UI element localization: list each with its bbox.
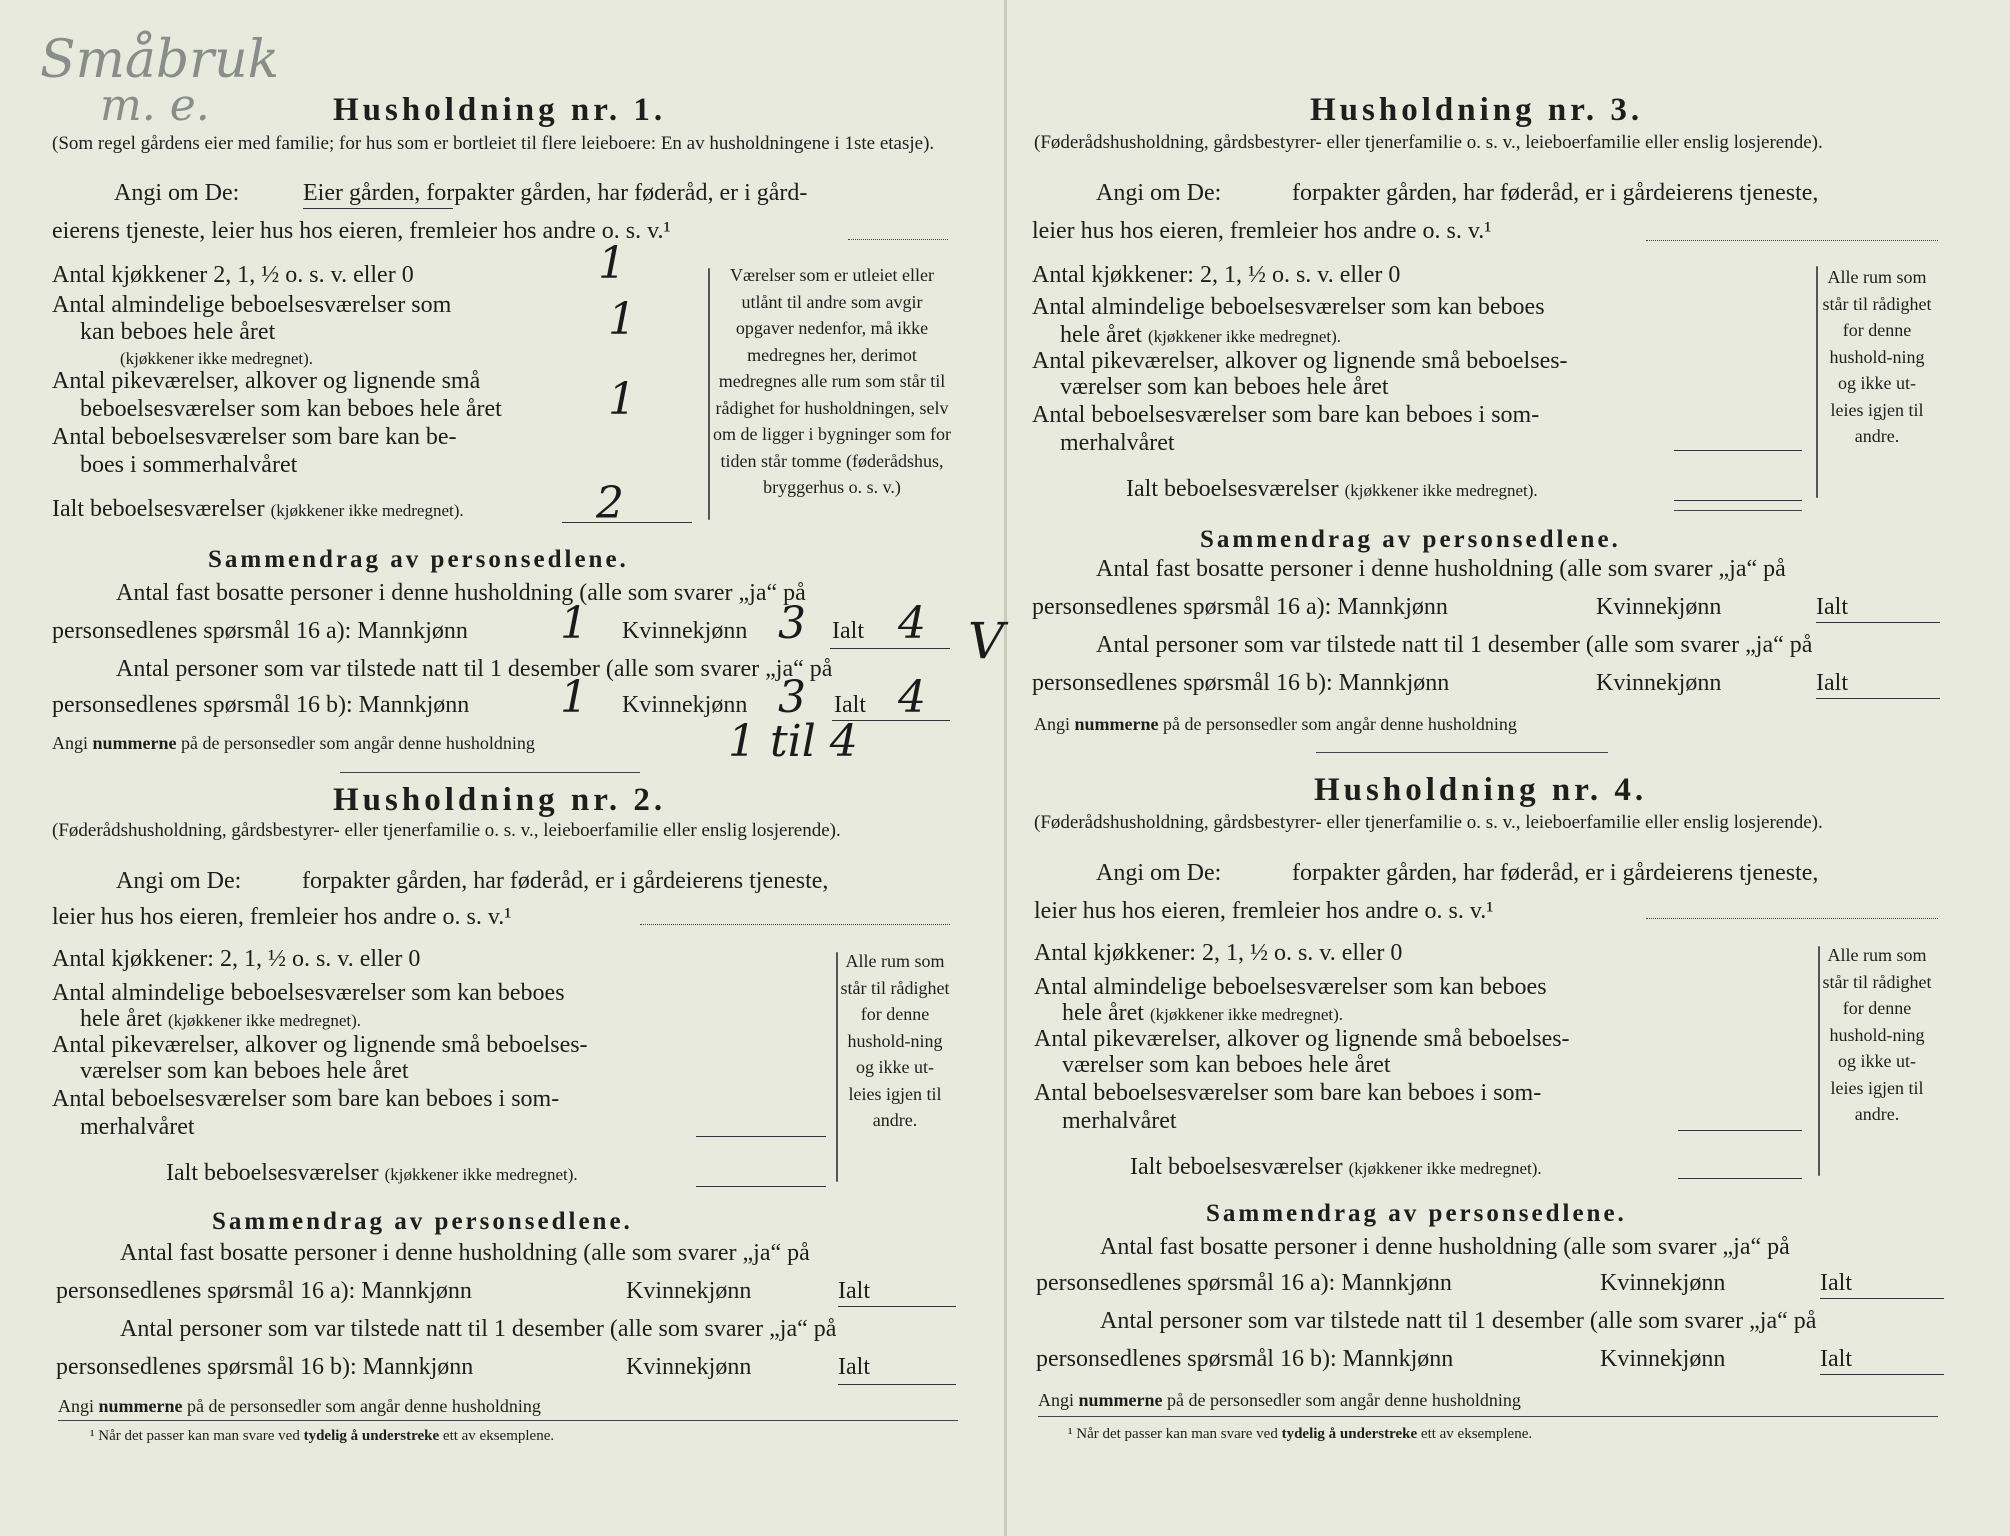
household-2-angi-dotline	[640, 924, 950, 925]
household-2-footnote-a: ¹ Når det passer kan man svare ved	[90, 1428, 300, 1444]
household-1-brace	[708, 268, 710, 520]
household-3-nummer-a: Angi	[1034, 714, 1070, 734]
household-2-nummer-b: nummerne	[98, 1396, 183, 1416]
household-3-angi-options: forpakter gården, har føderåd, er i gårdeierens tjeneste,	[1292, 180, 1819, 206]
household-3-brace	[1816, 266, 1818, 498]
household-1-fast-mann-label: personsedlenes spørsmål 16 a): Mannkjønn	[52, 618, 468, 644]
household-4-nummer-label	[1038, 1390, 1521, 1411]
household-4-nummer-c: på de personsedler som angår denne husholdning	[1167, 1390, 1521, 1410]
household-2-fast-label-1: Antal fast bosatte personer i denne husholdning (alle som svarer „ja“ på	[120, 1240, 810, 1266]
household-1-nummer-a: Angi	[52, 733, 88, 753]
household-3-ialt-field	[1674, 500, 1802, 501]
household-1-summary-title: Sammendrag av personsedlene.	[208, 546, 629, 573]
household-2-ialt-text: Ialt beboelsesværelser	[166, 1160, 379, 1186]
household-1-angi-options-cont: eierens tjeneste, leier hus hos eieren, fremleier hos andre o. s. v.¹	[52, 218, 671, 244]
household-1-alm-label-2: kan beboes hele året	[80, 319, 276, 345]
household-3-nummer-label	[1034, 714, 1517, 735]
household-1-nummer-value: 1 til 4	[728, 716, 858, 767]
household-4-summary-title: Sammendrag av personsedlene.	[1206, 1200, 1627, 1227]
household-1-kjokken-label: Antal kjøkkener 2, 1, ½ o. s. v. eller 0	[52, 262, 414, 288]
household-4-footnote-c: ett av eksemplene.	[1420, 1426, 1533, 1442]
household-1-ialt-label	[52, 496, 464, 523]
household-2-room-note: Alle rum som står til rådighet for denne hushold-ning og ikke ut-leies igjen til andre.	[840, 951, 950, 1130]
household-1-kjokken-value: 1	[598, 238, 626, 289]
household-2-angi-label: Angi om De:	[116, 868, 242, 894]
household-2-ialt-note: (kjøkkener ikke medregnet).	[384, 1165, 578, 1184]
household-2-ialt-field	[696, 1186, 826, 1187]
household-3-pike-label-2: værelser som kan beboes hele året	[1060, 374, 1389, 400]
household-4-description: (Føderådshusholdning, gårdsbestyrer- eller tjenerfamilie o. s. v., leieboerfamilie eller enslig losjerende).	[1034, 812, 1823, 833]
household-1-ialt-text: Ialt beboelsesværelser	[52, 496, 265, 522]
household-1-sommer-label-2: boes i sommerhalvåret	[80, 452, 298, 478]
household-1-angi-options: Eier gården, forpakter gården, har føderåd, er i gård-	[303, 180, 808, 206]
household-3-nummer-b: nummerne	[1074, 714, 1159, 734]
household-2-angi-options: forpakter gården, har føderåd, er i gårdeierens tjeneste,	[302, 868, 829, 894]
household-1-nummer-b: nummerne	[92, 733, 177, 753]
household-3-angi-label: Angi om De:	[1096, 180, 1222, 206]
household-3-fast-label-1: Antal fast bosatte personer i denne husholdning (alle som svarer „ja“ på	[1096, 556, 1786, 582]
household-4-sommer-field	[1678, 1130, 1802, 1131]
household-2-fast-ialt-label: Ialt	[838, 1278, 870, 1304]
household-3-tilstede-label-1: Antal personer som var tilstede natt til 1 desember (alle som svarer „ja“ på	[1096, 632, 1813, 658]
household-1-alm-value: 1	[608, 294, 636, 345]
household-4-alm-label-2	[1062, 1000, 1343, 1027]
household-1-ialt-value: 2	[596, 478, 624, 529]
household-1-description: (Som regel gårdens eier med familie; for hus som er bortleiet til flere leieboere: En av husholdningene i 1ste etasje).	[52, 133, 935, 154]
household-3-fast-mann-label: personsedlenes spørsmål 16 a): Mannkjønn	[1032, 594, 1448, 620]
household-4-angi-options-cont: leier hus hos eieren, fremleier hos andre o. s. v.¹	[1034, 898, 1494, 924]
household-4-fast-ialt-label: Ialt	[1820, 1270, 1852, 1296]
household-4-pike-label-2: værelser som kan beboes hele året	[1062, 1052, 1391, 1078]
household-4-tilstede-label-1: Antal personer som var tilstede natt til 1 desember (alle som svarer „ja“ på	[1100, 1308, 1817, 1334]
household-1-fast-ialt-value: 4	[898, 598, 926, 649]
household-2-fast-mann-label: personsedlenes spørsmål 16 a): Mannkjønn	[56, 1278, 472, 1304]
household-3-pike-label-1: Antal pikeværelser, alkover og lignende små beboelses-	[1032, 348, 1568, 374]
household-2-brace	[836, 952, 838, 1182]
household-4-nummer-a: Angi	[1038, 1390, 1074, 1410]
household-2-fast-kvinne-label: Kvinnekjønn	[626, 1278, 752, 1304]
household-3-tilstede-ialt-underline	[1816, 698, 1940, 699]
household-1-angi-dotline	[848, 239, 948, 240]
household-3-fast-ialt-label: Ialt	[1816, 594, 1848, 620]
household-2-ialt-label	[166, 1160, 578, 1187]
household-4-tilstede-mann-label: personsedlenes spørsmål 16 b): Mannkjønn	[1036, 1346, 1454, 1372]
household-3-sommer-field	[1674, 450, 1802, 451]
household-2-tilstede-ialt-underline	[838, 1384, 956, 1385]
household-3-sommer-label-1: Antal beboelsesværelser som bare kan beboes i som-	[1032, 402, 1540, 428]
household-2-sommer-label-1: Antal beboelsesværelser som bare kan beboes i som-	[52, 1086, 560, 1112]
household-2-tilstede-mann-label: personsedlenes spørsmål 16 b): Mannkjønn	[56, 1354, 474, 1380]
household-1-tilstede-ialt-label: Ialt	[834, 692, 866, 718]
household-1-nummer-label	[52, 733, 535, 754]
household-3-angi-options-cont: leier hus hos eieren, fremleier hos andre o. s. v.¹	[1032, 218, 1492, 244]
household-1-angi-label: Angi om De:	[114, 180, 240, 206]
household-1-pike-label-1: Antal pikeværelser, alkover og lignende små	[52, 368, 481, 394]
household-3-sommer-label-2: merhalvåret	[1060, 430, 1175, 456]
household-2-footnote-c: ett av eksemplene.	[442, 1428, 555, 1444]
household-3-nummer-c: på de personsedler som angår denne husholdning	[1163, 714, 1517, 734]
household-3-tilstede-kvinne-label: Kvinnekjønn	[1596, 670, 1722, 696]
household-4-angi-dotline	[1646, 918, 1938, 919]
household-3-room-note: Alle rum som står til rådighet for denne hushold-ning og ikke ut-leies igjen til andre.	[1822, 267, 1932, 446]
household-1-alm-label-3: (kjøkkener ikke medregnet).	[120, 349, 314, 368]
household-3-alm-label-2	[1060, 322, 1341, 349]
household-4-nummer-b: nummerne	[1078, 1390, 1163, 1410]
household-1-tilstede-mann-label: personsedlenes spørsmål 16 b): Mannkjønn	[52, 692, 470, 718]
household-2-footnote-b: tydelig å understreke	[303, 1428, 440, 1444]
household-4-ialt-label	[1130, 1154, 1542, 1181]
household-2-tilstede-kvinne-label: Kvinnekjønn	[626, 1354, 752, 1380]
household-2-footnote-rule	[58, 1420, 958, 1421]
household-2-alm-label-2	[80, 1006, 361, 1033]
household-3-ialt-double-rule	[1674, 510, 1802, 511]
household-1-tilstede-mann-value: 1	[560, 672, 588, 723]
household-2-pike-label-1: Antal pikeværelser, alkover og lignende små beboelses-	[52, 1032, 588, 1058]
household-2-nummer-c: på de personsedler som angår denne husholdning	[187, 1396, 541, 1416]
household-1-title: Husholdning nr. 1.	[333, 92, 667, 128]
household-1-tilstede-kvinne-label: Kvinnekjønn	[622, 692, 748, 718]
household-1-eier-underline	[303, 208, 453, 209]
household-1-nummer-c: på de personsedler som angår denne husholdning	[181, 733, 535, 753]
household-1-separator	[340, 772, 640, 773]
household-2-tilstede-ialt-label: Ialt	[838, 1354, 870, 1380]
household-1-fast-kvinne-label: Kvinnekjønn	[622, 618, 748, 644]
household-1-fast-label-2	[52, 618, 468, 645]
household-3-alm-text: hele året	[1060, 322, 1142, 348]
household-2-alm-note: (kjøkkener ikke medregnet).	[167, 1011, 361, 1030]
household-2-alm-text: hele året	[80, 1006, 162, 1032]
household-4-brace	[1818, 946, 1820, 1176]
household-3-ialt-text: Ialt beboelsesværelser	[1126, 476, 1339, 502]
household-4-angi-label: Angi om De:	[1096, 860, 1222, 886]
household-4-sommer-label-2: merhalvåret	[1062, 1108, 1177, 1134]
household-1-ialt-note: (kjøkkener ikke medregnet).	[270, 501, 464, 520]
household-1-fast-ialt-underline	[830, 648, 950, 649]
household-3-tilstede-mann-label: personsedlenes spørsmål 16 b): Mannkjønn	[1032, 670, 1450, 696]
household-4-fast-mann-label: personsedlenes spørsmål 16 a): Mannkjønn	[1036, 1270, 1452, 1296]
household-4-tilstede-kvinne-label: Kvinnekjønn	[1600, 1346, 1726, 1372]
household-3-ialt-note: (kjøkkener ikke medregnet).	[1344, 481, 1538, 500]
household-2-summary-title: Sammendrag av personsedlene.	[212, 1208, 633, 1235]
household-2-footnote	[90, 1428, 554, 1445]
household-4-pike-label-1: Antal pikeværelser, alkover og lignende små beboelses-	[1034, 1026, 1570, 1052]
household-1-check-mark: V	[968, 612, 1005, 670]
household-1-tilstede-label-1: Antal personer som var tilstede natt til 1 desember (alle som svarer „ja“ på	[116, 656, 833, 682]
household-1-alm-label-1: Antal almindelige beboelsesværelser som	[52, 292, 452, 318]
household-1-pike-value: 1	[608, 374, 636, 425]
household-1-fast-mann-value: 1	[560, 598, 588, 649]
margin-note-smabruk: Småbruk	[40, 30, 280, 90]
household-3-angi-dotline	[1646, 240, 1938, 241]
household-3-kjokken-label: Antal kjøkkener: 2, 1, ½ o. s. v. eller 0	[1032, 262, 1401, 288]
household-4-room-note: Alle rum som står til rådighet for denne hushold-ning og ikke ut-leies igjen til andre.	[1822, 945, 1932, 1124]
household-1-sommer-label-1: Antal beboelsesværelser som bare kan be-	[52, 424, 457, 450]
household-2-alm-label-1: Antal almindelige beboelsesværelser som kan beboes	[52, 980, 565, 1006]
household-4-ialt-field	[1678, 1178, 1802, 1179]
household-2-nummer-a: Angi	[58, 1396, 94, 1416]
household-3-title: Husholdning nr. 3.	[1310, 92, 1644, 128]
household-4-tilstede-ialt-underline	[1820, 1374, 1944, 1375]
household-4-footnote	[1068, 1426, 1532, 1443]
household-1-room-note: Værelser som er utleiet eller utlånt til andre som avgir opgaver nedenfor, må ikke medregnes her, derimot medregnes alle rum som står til rådighet for husholdningen, selv om de ligger i bygninger som for tiden står tomme (føderådshus, bryggerhus o. s. v.)	[713, 265, 951, 497]
household-3-description: (Føderådshusholdning, gårdsbestyrer- eller tjenerfamilie o. s. v., leieboerfamilie eller enslig losjerende).	[1034, 132, 1823, 153]
right-page	[1010, 0, 2010, 1536]
household-4-footnote-rule	[1038, 1416, 1938, 1417]
margin-note-me: m. e.	[100, 80, 210, 131]
household-2-kjokken-label: Antal kjøkkener: 2, 1, ½ o. s. v. eller 0	[52, 946, 421, 972]
household-1-ialt-field	[562, 522, 692, 523]
household-2-nummer-label	[58, 1396, 541, 1417]
household-2-fast-ialt-underline	[838, 1306, 956, 1307]
household-2-sommer-field	[696, 1136, 826, 1137]
household-4-footnote-a: ¹ Når det passer kan man svare ved	[1068, 1426, 1278, 1442]
household-4-angi-options: forpakter gården, har føderåd, er i gårdeierens tjeneste,	[1292, 860, 1819, 886]
household-2-tilstede-label-1: Antal personer som var tilstede natt til 1 desember (alle som svarer „ja“ på	[120, 1316, 837, 1342]
household-3-tilstede-ialt-label: Ialt	[1816, 670, 1848, 696]
household-4-title: Husholdning nr. 4.	[1314, 772, 1648, 808]
household-4-kjokken-label: Antal kjøkkener: 2, 1, ½ o. s. v. eller 0	[1034, 940, 1403, 966]
household-2-pike-label-2: værelser som kan beboes hele året	[80, 1058, 409, 1084]
household-4-alm-text: hele året	[1062, 1000, 1144, 1026]
household-1-tilstede-kvinne-value: 3	[778, 672, 806, 723]
household-4-tilstede-ialt-label: Ialt	[1820, 1346, 1852, 1372]
household-4-ialt-note: (kjøkkener ikke medregnet).	[1348, 1159, 1542, 1178]
household-4-fast-ialt-underline	[1820, 1298, 1944, 1299]
household-3-ialt-label	[1126, 476, 1538, 503]
household-1-tilstede-ialt-value: 4	[898, 672, 926, 723]
household-2-description: (Føderådshusholdning, gårdsbestyrer- eller tjenerfamilie o. s. v., leieboerfamilie eller enslig losjerende).	[52, 820, 841, 841]
household-2-angi-options-cont: leier hus hos eieren, fremleier hos andre o. s. v.¹	[52, 904, 512, 930]
household-3-separator	[1316, 752, 1608, 753]
household-4-fast-label-1: Antal fast bosatte personer i denne husholdning (alle som svarer „ja“ på	[1100, 1234, 1790, 1260]
household-1-fast-ialt-label: Ialt	[832, 618, 864, 644]
household-4-sommer-label-1: Antal beboelsesværelser som bare kan beboes i som-	[1034, 1080, 1542, 1106]
household-4-footnote-b: tydelig å understreke	[1281, 1426, 1418, 1442]
household-1-fast-kvinne-value: 3	[778, 598, 806, 649]
household-4-fast-kvinne-label: Kvinnekjønn	[1600, 1270, 1726, 1296]
page-fold	[1004, 0, 1007, 1536]
household-4-ialt-text: Ialt beboelsesværelser	[1130, 1154, 1343, 1180]
household-3-fast-ialt-underline	[1816, 622, 1940, 623]
household-2-title: Husholdning nr. 2.	[333, 782, 667, 818]
household-4-alm-label-1: Antal almindelige beboelsesværelser som kan beboes	[1034, 974, 1547, 1000]
household-3-fast-kvinne-label: Kvinnekjønn	[1596, 594, 1722, 620]
household-3-alm-label-1: Antal almindelige beboelsesværelser som kan beboes	[1032, 294, 1545, 320]
household-3-alm-note: (kjøkkener ikke medregnet).	[1147, 327, 1341, 346]
household-3-summary-title: Sammendrag av personsedlene.	[1200, 526, 1621, 553]
household-4-alm-note: (kjøkkener ikke medregnet).	[1149, 1005, 1343, 1024]
household-1-pike-label-2: beboelsesværelser som kan beboes hele året	[80, 396, 502, 422]
household-1-fast-label-1: Antal fast bosatte personer i denne husholdning (alle som svarer „ja“ på	[116, 580, 806, 606]
household-2-sommer-label-2: merhalvåret	[80, 1114, 195, 1140]
